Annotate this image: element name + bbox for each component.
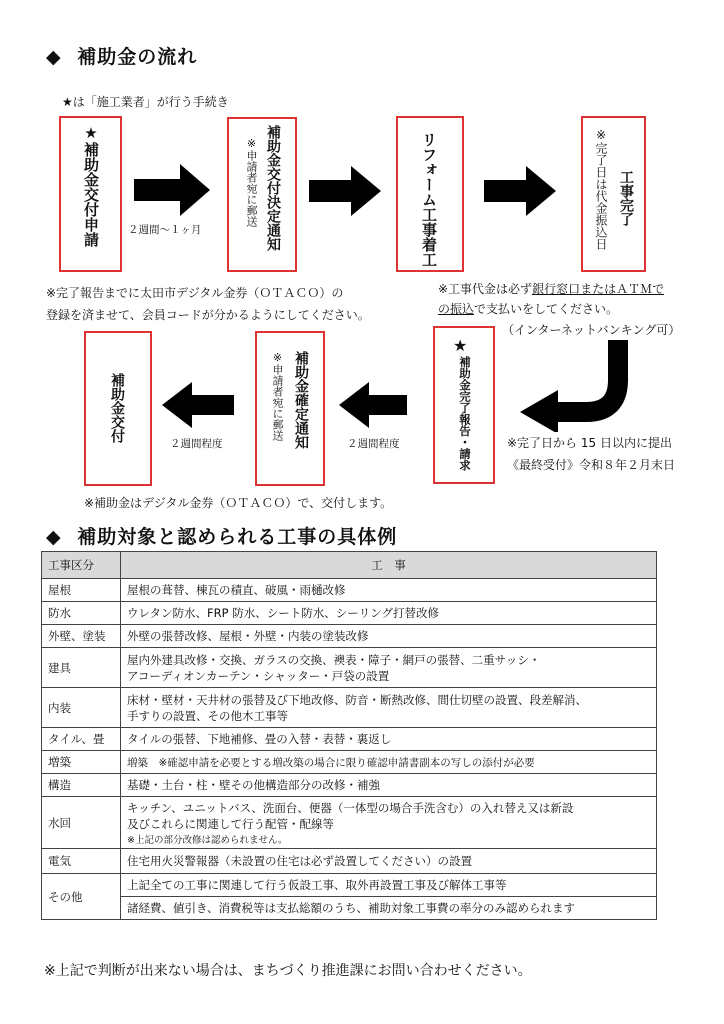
table-row	[42, 602, 657, 625]
table-cell-category: 外壁、塗装	[42, 625, 121, 648]
table-cell-work: 基礎・土台・柱・壁その他構造部分の改修・補強	[121, 774, 657, 797]
deadline-note-1: ※完了日から 15 日以内に提出	[507, 436, 672, 450]
section-flow-heading	[46, 42, 197, 69]
table-row	[42, 728, 657, 751]
table-cell-work: 住宅用火災警報器（未設置の住宅は必ず設置してください）の設置	[121, 849, 657, 874]
section-flow-title: 補助金の流れ	[77, 46, 198, 68]
right-arrow-icon	[309, 166, 381, 216]
table-row	[42, 625, 657, 648]
table-header-category: 工事区分	[42, 552, 121, 579]
payment-note-1b: 銀行窓口またはＡＴＭで	[532, 282, 665, 296]
arrow-r3-duration: ２週間程度	[170, 438, 223, 450]
flow-box-confirmation	[255, 331, 325, 486]
table-cell-category: 屋根	[42, 579, 121, 602]
table-cell-line: 手すりの設置、その他木工事等	[127, 708, 288, 723]
footer-note: ※上記で判断が出来ない場合は、まちづくり推進課にお問い合わせください。	[44, 963, 532, 979]
flow-box-report	[433, 326, 495, 484]
otaco-grant-note: ※補助金はデジタル金券（ＯＴＡＣＯ）で、交付します。	[84, 496, 393, 510]
table-cell-category: 増築	[42, 751, 121, 774]
flow-box-completion-sub: ※完了日は代金振込日	[594, 128, 608, 250]
table-cell-category: 防水	[42, 602, 121, 625]
flow-box-construction-label: リフォーム工事着工	[420, 132, 438, 267]
otaco-registration-note-1: ※完了報告までに太田市デジタル金券（ＯＴＡＣＯ）の	[46, 286, 344, 300]
table-cell-category: その他	[42, 874, 121, 920]
flow-box-report-label: 補助金完了報告・請求	[458, 356, 472, 471]
table-header-work: 工 事	[121, 552, 657, 579]
flow-box-construction	[396, 116, 464, 272]
star-icon: ★	[453, 336, 468, 355]
table-cell-work: ウレタン防水、FRP 防水、シート防水、シーリング打替改修	[121, 602, 657, 625]
flow-box-grant-label: 補助金交付	[109, 373, 125, 443]
flow-box-application	[59, 116, 122, 272]
table-cell-work: 屋根の葺替、棟瓦の積直、破風・雨樋改修	[121, 579, 657, 602]
table-cell-work: 上記全ての工事に関連して行う仮設工事、取外再設置工事及び解体工事等	[121, 874, 657, 897]
table-cell-line: アコーディオンカーテン・シャッター・戸袋の設置	[127, 668, 390, 683]
left-arrow-icon	[162, 382, 234, 428]
table-row	[42, 688, 657, 728]
flow-box-completion-label: 工事完了	[618, 170, 634, 226]
table-cell-category: 建具	[42, 648, 121, 688]
left-arrow-icon	[339, 382, 407, 428]
payment-note-2b: で支払いをしてください。	[474, 302, 619, 316]
diamond-bullet-icon: ◆	[46, 46, 62, 68]
table-cell-work	[121, 688, 657, 728]
flow-box-grant	[84, 331, 152, 486]
payment-note-1a: ※工事代金は必ず	[438, 282, 533, 296]
flow-box-decision	[227, 117, 297, 272]
table-cell-work: 外壁の張替改修、屋根・外壁・内装の塗装改修	[121, 625, 657, 648]
table-cell-work: タイルの張替、下地補修、畳の入替・表替・裏返し	[121, 728, 657, 751]
diamond-bullet-icon: ◆	[46, 526, 62, 548]
section-eligible-title: 補助対象と認められる工事の具体例	[77, 526, 398, 548]
flow-box-application-label: ★補助金交付申請	[82, 124, 100, 247]
table-cell-category: 水回	[42, 797, 121, 849]
table-cell-work	[121, 648, 657, 688]
table-row	[42, 648, 657, 688]
table-cell-category: 内装	[42, 688, 121, 728]
payment-note-1	[438, 280, 664, 297]
table-row	[42, 797, 657, 849]
arrow-r2-duration: ２週間程度	[347, 438, 400, 450]
table-cell-line: ※上記の部分改修は認められません。	[127, 834, 288, 846]
payment-note-2a: の振込	[438, 302, 475, 316]
table-row	[42, 751, 657, 774]
table-row	[42, 849, 657, 874]
flow-box-completion	[581, 116, 646, 272]
table-header-row	[42, 552, 657, 579]
right-arrow-icon	[484, 166, 556, 216]
legend-note: ★は「施工業者」が行う手続き	[62, 95, 229, 109]
otaco-registration-note-2: 登録を済ませて、会員コードが分かるようにしてください。	[46, 308, 370, 322]
table-row	[42, 774, 657, 797]
curved-down-left-arrow-icon	[518, 340, 628, 432]
table-cell-work: 増築 ※確認申請を必要とする増改築の場合に限り確認申請書副本の写しの添付が必要	[121, 751, 657, 774]
arrow1-duration: ２週間～１ヶ月	[128, 224, 202, 236]
flow-box-confirmation-label: 補助金確定通知	[293, 351, 309, 449]
table-cell-category: タイル、畳	[42, 728, 121, 751]
flow-box-decision-label: 補助金交付決定通知	[265, 125, 281, 251]
table-cell-work	[121, 797, 657, 849]
payment-note-3: （インターネットバンキング可）	[502, 323, 681, 337]
table-row	[42, 874, 657, 897]
table-cell-category: 構造	[42, 774, 121, 797]
table-cell-line: 屋内外建具改修・交換、ガラスの交換、襖表・障子・網戸の張替、二重サッシ・	[127, 652, 541, 667]
table-cell-category: 電気	[42, 849, 121, 874]
deadline-note-2: 《最終受付》令和８年２月末日	[507, 458, 676, 472]
flow-box-confirmation-sub: ※申請者宛に郵送	[271, 351, 284, 441]
table-cell-line: キッチン、ユニットバス、洗面台、便器（一体型の場合手洗含む）の入れ替え又は新設	[127, 800, 574, 815]
eligible-work-table	[41, 551, 657, 920]
payment-note-2	[438, 300, 618, 317]
table-cell-work: 諸経費、値引き、消費税等は支払総額のうち、補助対象工事費の率分のみ認められます	[121, 897, 657, 920]
table-row	[42, 579, 657, 602]
table-row	[42, 897, 657, 920]
section-eligible-heading	[46, 522, 397, 549]
flow-box-decision-sub: ※申請者宛に郵送	[245, 137, 258, 227]
right-arrow-icon	[134, 164, 210, 216]
table-cell-line: 及びこれらに関連して行う配管・配線等	[127, 816, 334, 831]
table-cell-line: 床材・壁材・天井材の張替及び下地改修、防音・断熱改修、間仕切壁の設置、段差解消、	[127, 692, 587, 707]
